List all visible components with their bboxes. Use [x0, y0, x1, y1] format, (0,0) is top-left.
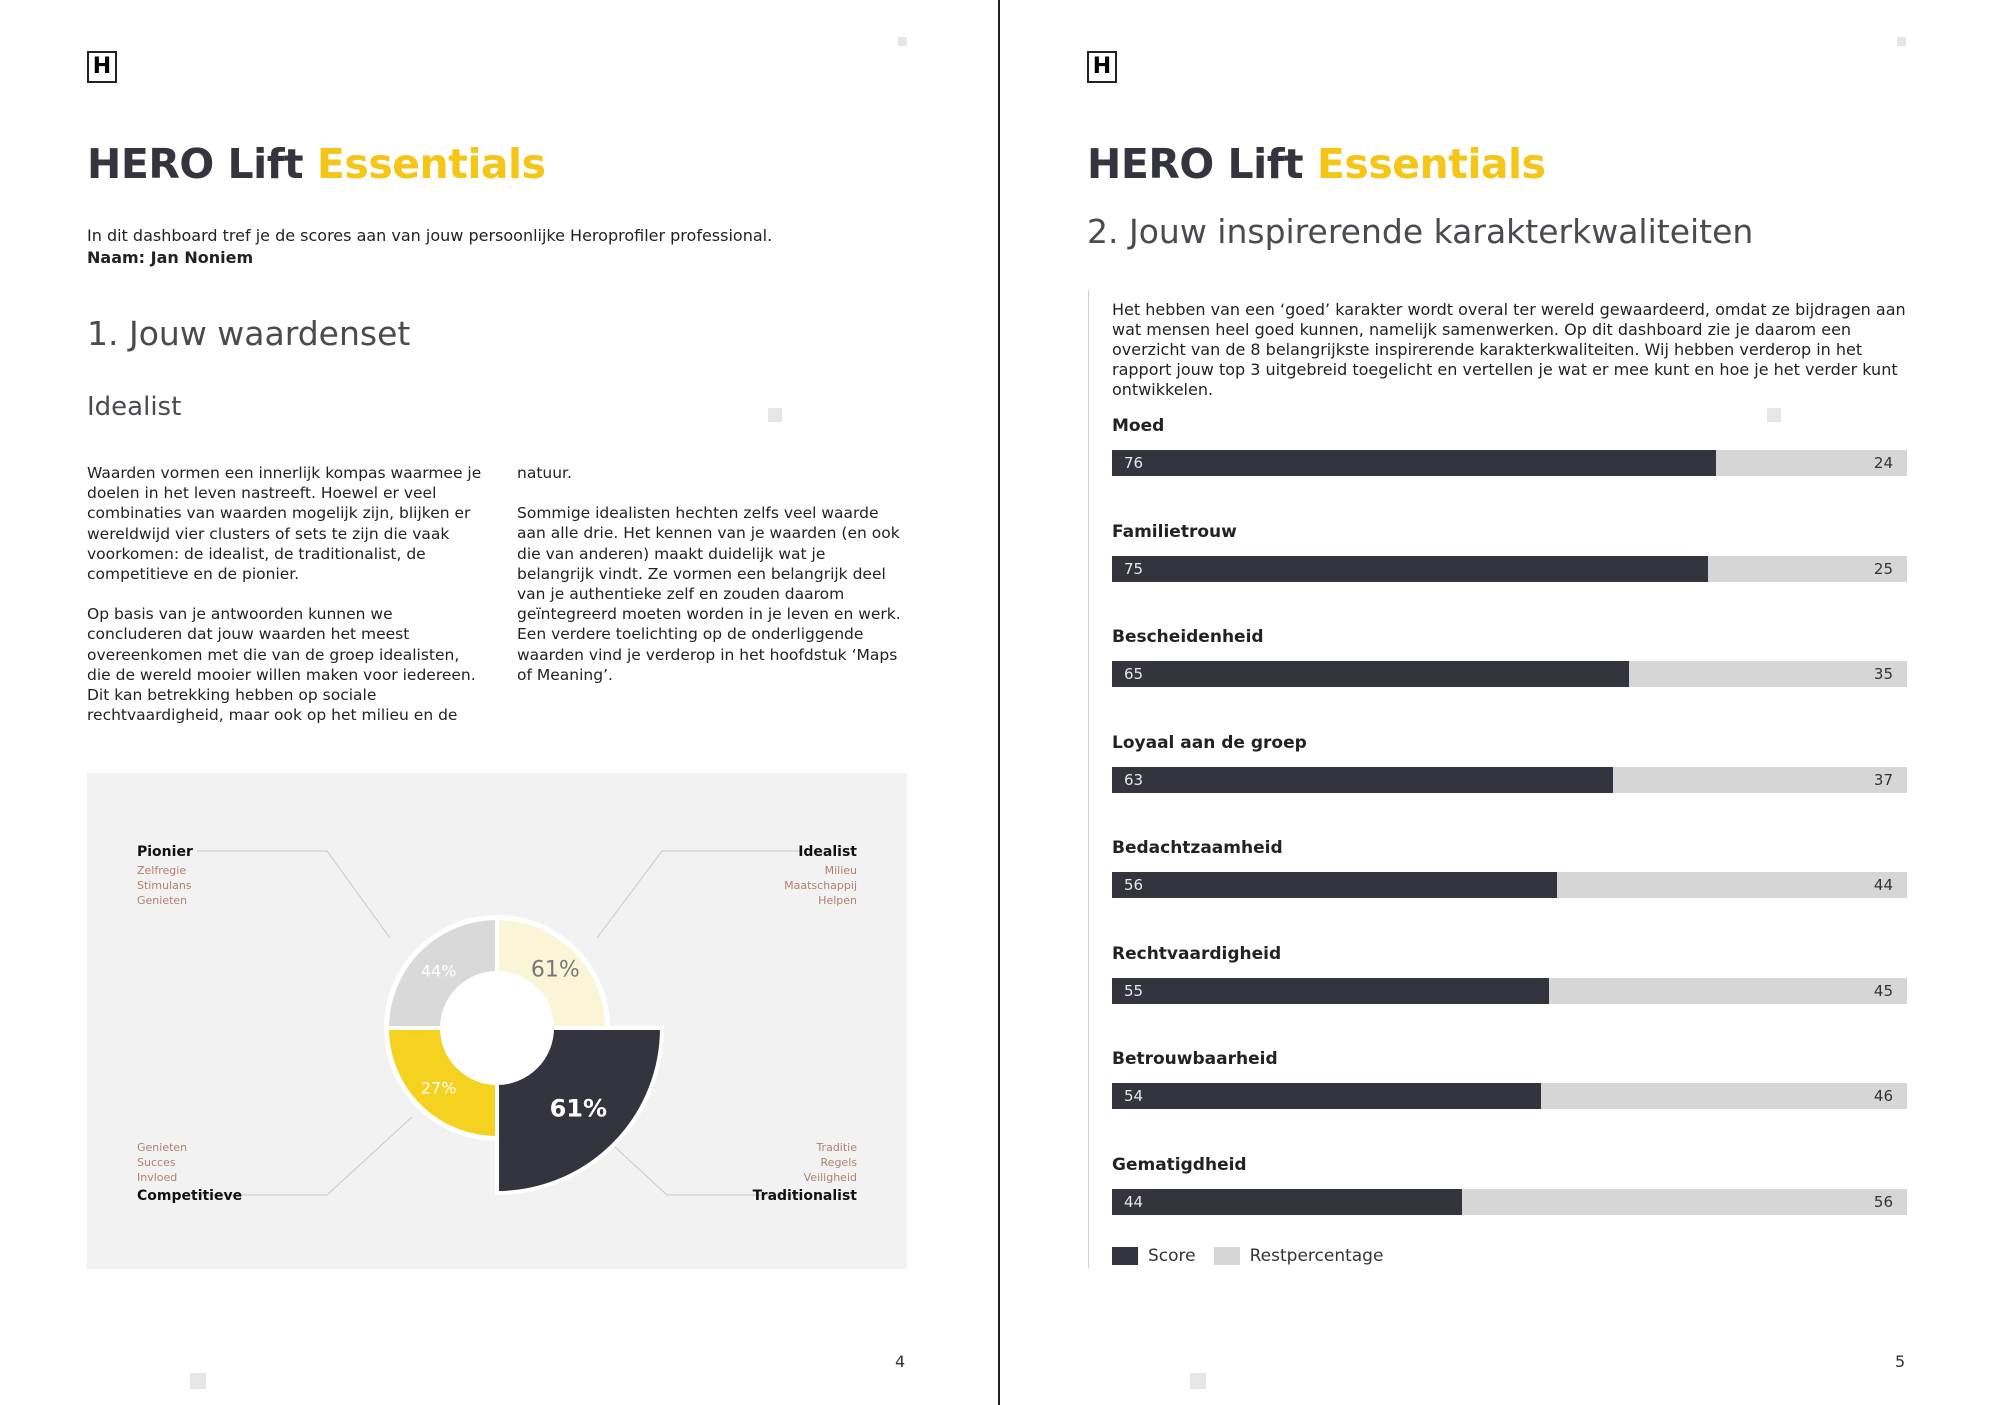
- bar-score-label: 44: [1124, 1192, 1144, 1211]
- section-rule: [1088, 290, 1089, 1268]
- leader-line: [597, 851, 802, 938]
- category-sublabel: Succes: [137, 1156, 176, 1169]
- bar-row: [1112, 838, 1907, 898]
- quadrant-value-label: 44%: [420, 961, 457, 981]
- bar-rest-label: 56: [1873, 1192, 1893, 1211]
- paragraph: Sommige idealisten hechten zelfs veel waarde aan alle drie. Het kennen van je waarden (en ook die van anderen) maakt duidelijk wat je belangrijk vindt. Ze vormen een belangrijk deel van je authentieke zelf en zouden daarom geïntegreerd moeten worden in je leven en werk. Een verdere toelichting op de onderliggende waarden vind je verderop in het hoofdstuk ‘Maps of Meaning’.: [517, 504, 901, 684]
- bar-rest-segment: [1112, 767, 1907, 793]
- bar-rest-segment: [1112, 1189, 1907, 1215]
- bar-row: [1112, 1049, 1907, 1109]
- category-sublabel: Maatschappij: [784, 879, 857, 892]
- bar-score-label: 55: [1124, 981, 1144, 1000]
- category-sublabel: Traditie: [816, 1141, 857, 1154]
- legend-label: Score: [1148, 1246, 1196, 1266]
- bar-category-label: Gematigdheid: [1112, 1154, 1247, 1175]
- bar-rest-label: 46: [1873, 1087, 1893, 1105]
- legend-swatch-score: [1112, 1247, 1138, 1265]
- category-label: Traditionalist: [752, 1188, 857, 1204]
- category-label: Pionier: [137, 844, 193, 860]
- title-accent: Essentials: [316, 140, 546, 188]
- bar-row: [1112, 1155, 1907, 1215]
- quadrant-value-label: 61%: [530, 957, 580, 983]
- quadrant-value-label: 27%: [420, 1078, 457, 1098]
- bar-row: [1112, 944, 1907, 1004]
- bar-score-label: 54: [1124, 1087, 1144, 1105]
- bar-rest-label: 37: [1873, 770, 1893, 789]
- quadrant-value-label: 61%: [549, 1094, 608, 1123]
- paragraph: Waarden vormen een innerlijk kompas waarmee je doelen in het leven nastreeft. Hoewel er veel combinaties van waarden mogelijk zijn, blijken er wereldwijd vier clusters of sets te zijn die vaak voorkomen: de idealist, de traditionalist, de competitieve en de pionier.: [87, 464, 482, 584]
- bar-row: [1112, 733, 1907, 793]
- bar-rest-label: 44: [1873, 876, 1893, 894]
- bar-score-label: 65: [1124, 665, 1144, 683]
- intro-name: Naam: Jan Noniem: [87, 248, 254, 267]
- bar-category-label: Bedachtzaamheid: [1112, 838, 1283, 858]
- intro-line: In dit dashboard tref je de scores aan van jouw persoonlijke Heroprofiler professional.: [87, 226, 773, 245]
- category-sublabel: Zelfregie: [137, 864, 187, 877]
- subheading-idealist: Idealist: [87, 392, 182, 422]
- decoration: [1190, 1373, 1206, 1389]
- bar-score-segment: [1112, 978, 1549, 1004]
- bar-score-label: 63: [1124, 770, 1144, 789]
- values-chart-svg: [87, 773, 907, 1269]
- paragraph: Op basis van je antwoorden kunnen we concluderen dat jouw waarden het meest overeenkomen met die van de groep idealisten, die de wereld mooier willen maken voor iedereen. Dit kan betrekking hebben op sociale rechtvaardigheid, maar ook op het milieu en de: [87, 605, 476, 725]
- bar-rest-label: 24: [1873, 454, 1893, 472]
- decoration: [898, 37, 907, 46]
- bar-row: [1112, 416, 1907, 476]
- legend-swatch-rest: [1214, 1247, 1240, 1265]
- leader-line: [197, 1117, 412, 1195]
- page-number: 5: [1895, 1352, 1906, 1371]
- category-sublabel: Regels: [820, 1156, 857, 1169]
- bar-rest-segment: [1112, 450, 1907, 476]
- category-label: Competitieve: [137, 1188, 243, 1204]
- bar-rest-label: 25: [1873, 559, 1893, 578]
- bar-score-segment: [1112, 872, 1557, 898]
- bar-category-label: Rechtvaardigheid: [1112, 943, 1282, 964]
- category-sublabel: Invloed: [137, 1171, 178, 1184]
- leader-line: [602, 1135, 802, 1195]
- bar-score-segment: [1112, 556, 1708, 582]
- title-accent: Essentials: [1316, 140, 1546, 188]
- bar-category-label: Loyaal aan de groep: [1112, 732, 1307, 753]
- bar-row: [1112, 522, 1907, 582]
- category-sublabel: Helpen: [818, 894, 857, 907]
- values-chart: [87, 773, 907, 1269]
- hero-logo: H: [87, 51, 117, 83]
- leader-line: [197, 851, 390, 938]
- decoration: [1767, 408, 1781, 422]
- bar-category-label: Betrouwbaarheid: [1112, 1049, 1278, 1069]
- bar-rest-segment: [1112, 872, 1907, 898]
- bar-rest-segment: [1112, 661, 1907, 687]
- decoration: [190, 1373, 206, 1389]
- section-heading-values: 1. Jouw waardenset: [87, 314, 411, 353]
- bar-rest-label: 35: [1873, 665, 1893, 683]
- text-column-1: [87, 463, 482, 745]
- paragraph: natuur.: [517, 464, 572, 482]
- bar-rest-segment: [1112, 556, 1907, 582]
- bar-category-label: Moed: [1112, 416, 1165, 436]
- text-column-2: [517, 463, 907, 705]
- bar-row: [1112, 627, 1907, 687]
- legend-label: Restpercentage: [1249, 1246, 1384, 1266]
- bar-score-segment: [1112, 661, 1629, 687]
- category-sublabel: Genieten: [137, 1141, 188, 1154]
- hero-logo: H: [1087, 51, 1117, 83]
- chart-legend: [1112, 1246, 1401, 1266]
- bar-score-segment: [1112, 1189, 1462, 1215]
- category-sublabel: Genieten: [137, 894, 188, 907]
- bar-score-label: 75: [1124, 559, 1144, 578]
- page-title: HERO Lift Essentials: [87, 140, 546, 188]
- bar-score-segment: [1112, 450, 1716, 476]
- bar-score-segment: [1112, 767, 1613, 793]
- bar-score-label: 76: [1124, 454, 1144, 472]
- bar-category-label: Bescheidenheid: [1112, 627, 1264, 647]
- decoration: [1897, 37, 1906, 46]
- page-number: 4: [895, 1352, 906, 1371]
- decoration: [768, 408, 782, 422]
- bar-rest-label: 45: [1873, 981, 1893, 1000]
- qualities-description: Het hebben van een ‘goed’ karakter wordt overal ter wereld gewaardeerd, omdat ze bijdragen aan wat mensen heel goed kunnen, namelijk samenwerken. Op dit dashboard zie je daarom een overzicht van de 8 belangrijkste inspirerende karakterkwaliteiten. Wij hebben verderop in het rapport jouw top 3 uitgebreid toegelicht en vertellen je wat er mee kunt en hoe je het verder kunt ontwikkelen.: [1112, 300, 1906, 399]
- bar-score-segment: [1112, 1083, 1541, 1109]
- legend-item-score: [1112, 1246, 1196, 1266]
- bar-score-label: 56: [1124, 876, 1144, 894]
- bar-category-label: Familietrouw: [1112, 521, 1237, 542]
- category-sublabel: Milieu: [824, 864, 857, 877]
- legend-item-rest: [1214, 1246, 1384, 1266]
- category-label: Idealist: [798, 844, 857, 860]
- section-heading-qualities: 2. Jouw inspirerende karakterkwaliteiten: [1087, 212, 1754, 251]
- page-title: HERO Lift Essentials: [1087, 140, 1546, 188]
- bar-rest-segment: [1112, 978, 1907, 1004]
- category-sublabel: Stimulans: [137, 879, 192, 892]
- category-sublabel: Veiligheid: [803, 1171, 857, 1184]
- intro-text: [87, 225, 772, 269]
- bar-rest-segment: [1112, 1083, 1907, 1109]
